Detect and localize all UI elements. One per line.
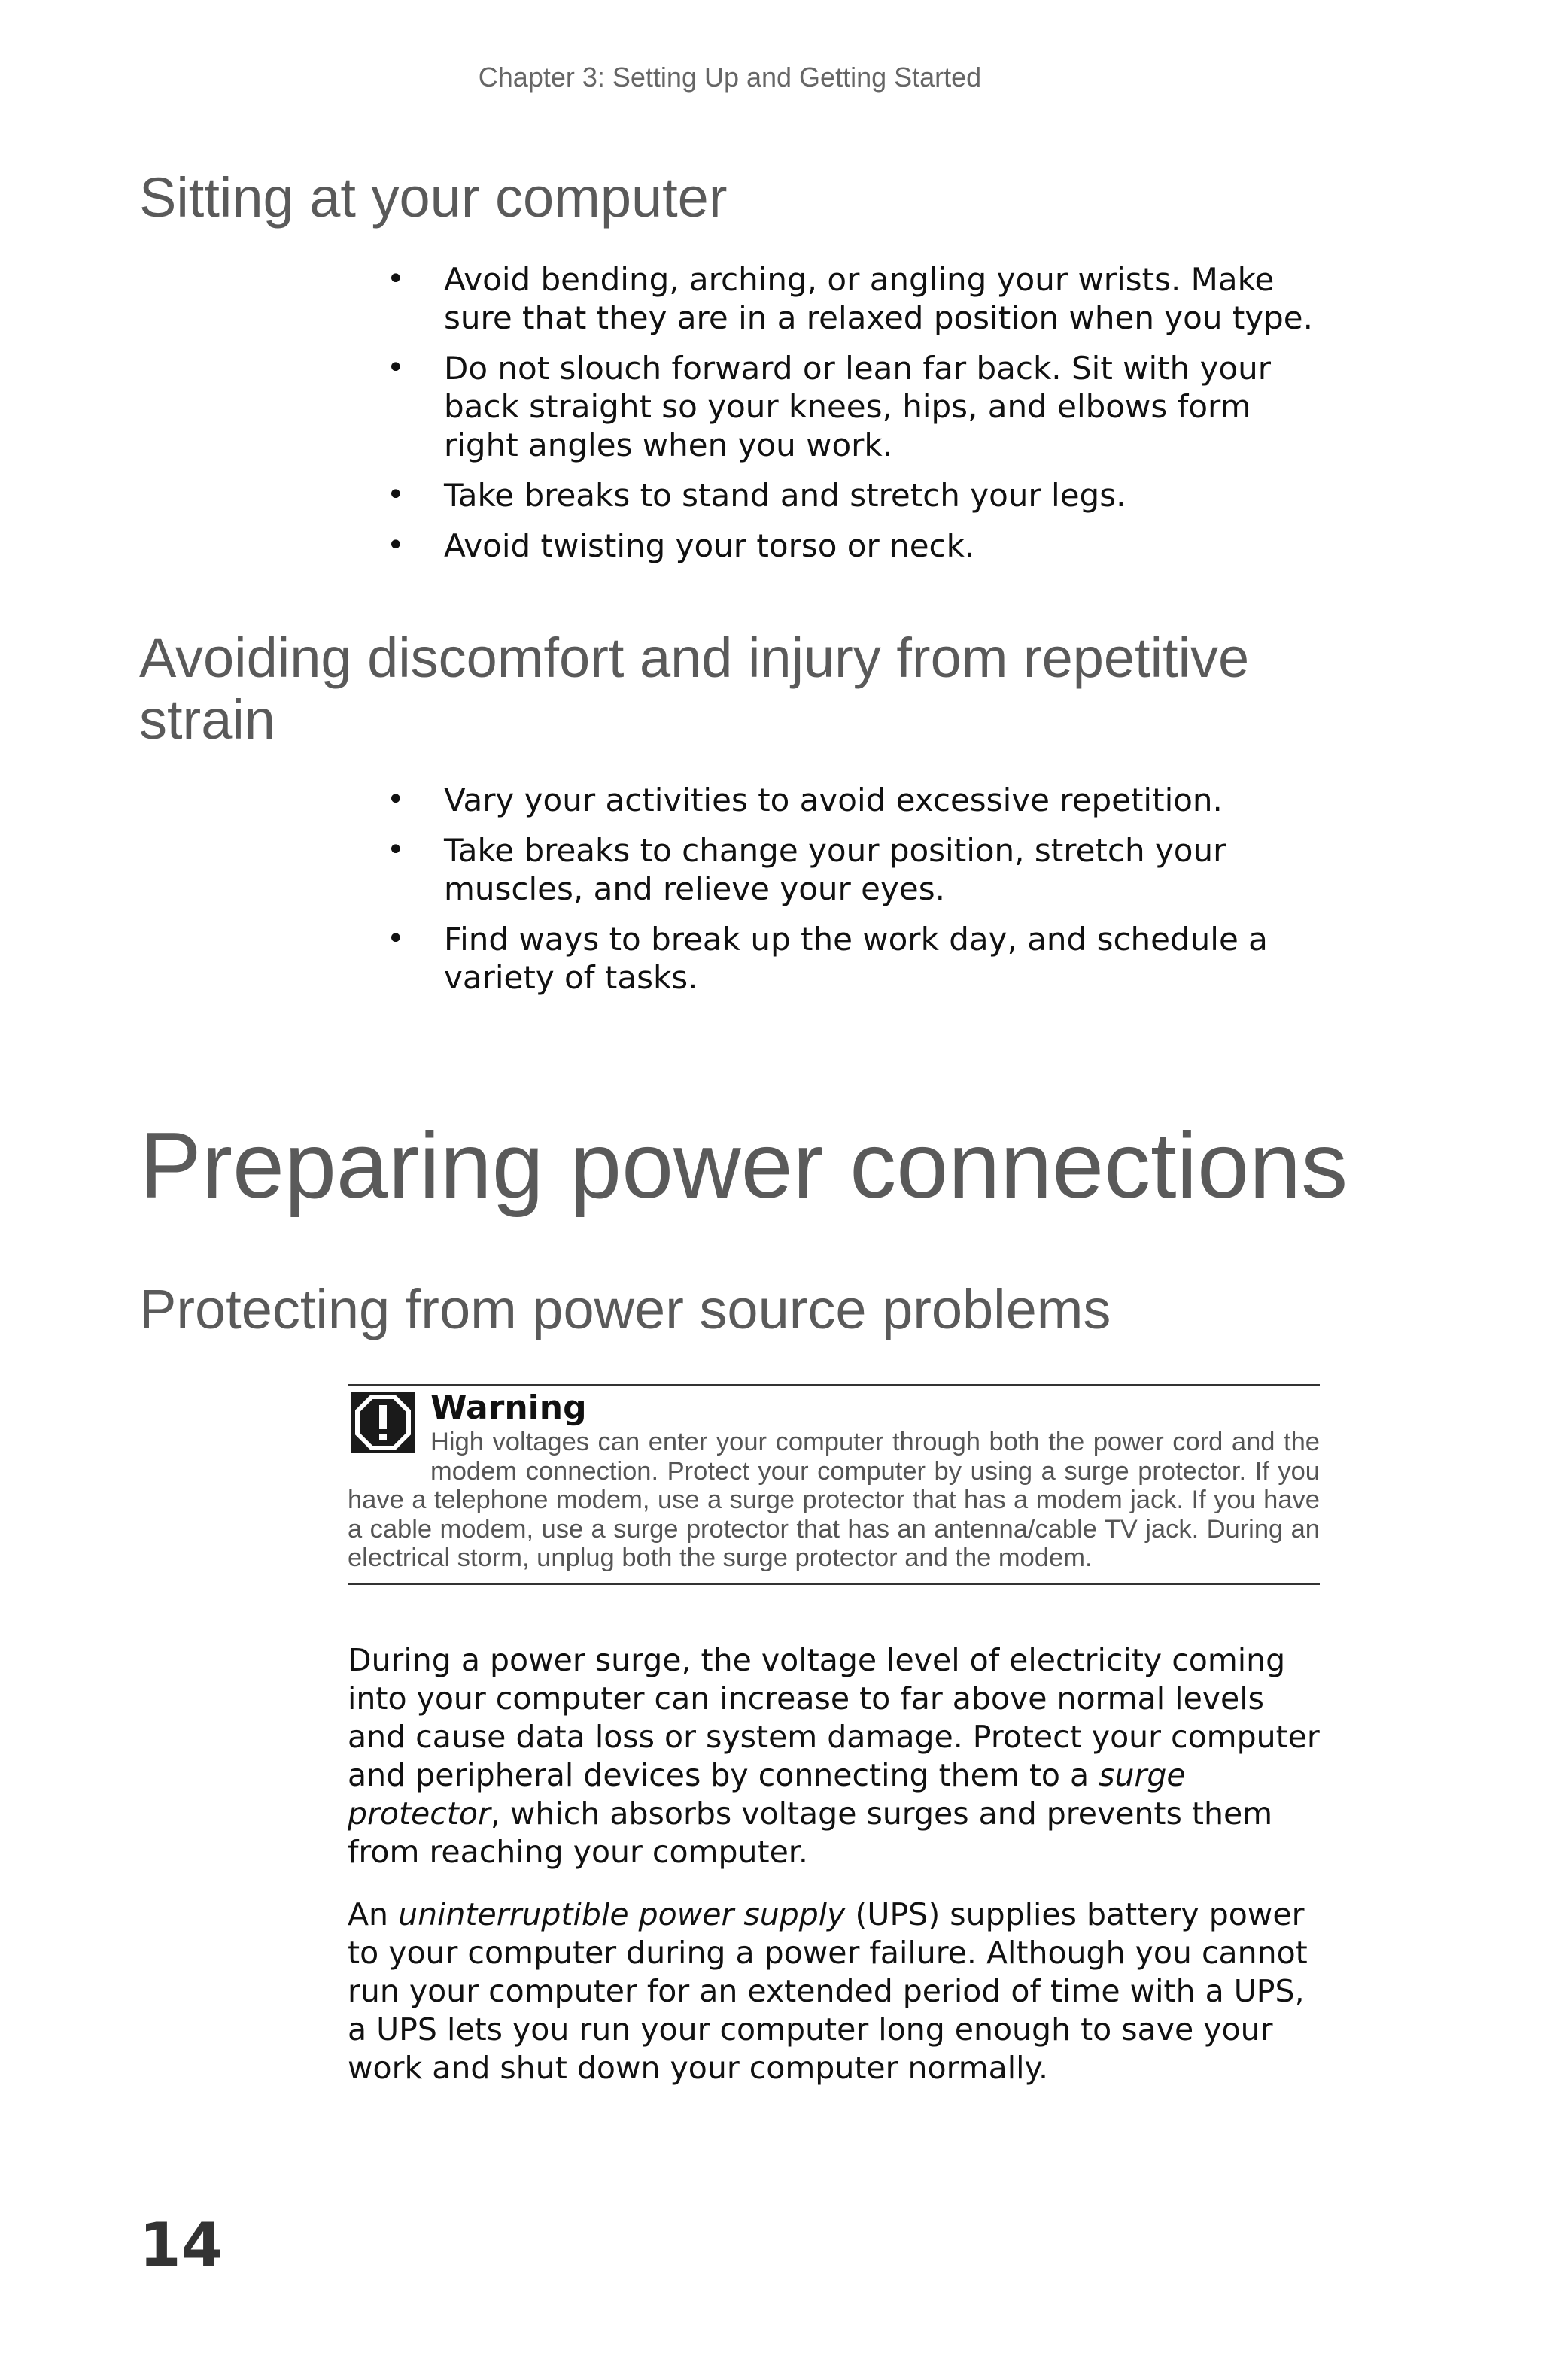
surge-protector-term: surge protector bbox=[348, 1757, 1186, 1832]
bullet-icon: • bbox=[387, 351, 405, 385]
list-item-text: Take breaks to change your position, stretch your muscles, and relieve your eyes. bbox=[444, 832, 1226, 907]
section-title-sitting: Sitting at your computer bbox=[139, 166, 728, 229]
warning-octagon-icon bbox=[355, 1395, 411, 1450]
list-item-text: Find ways to break up the work day, and schedule a variety of tasks. bbox=[444, 921, 1268, 996]
warning-title: Warning bbox=[430, 1389, 587, 1427]
bullet-icon: • bbox=[387, 782, 405, 817]
list-item-text: Vary your activities to avoid excessive repetition. bbox=[444, 782, 1223, 818]
list-item-text: Avoid twisting your torso or neck. bbox=[444, 527, 975, 564]
section-title-power: Protecting from power source problems bbox=[139, 1278, 1111, 1340]
sitting-bullet-list bbox=[387, 260, 1332, 577]
section-title-strain: Avoiding discomfort and injury from repetitive strain bbox=[139, 627, 1250, 751]
bullet-icon: • bbox=[387, 833, 405, 867]
bullet-icon: • bbox=[387, 528, 405, 563]
bullet-icon: • bbox=[387, 262, 405, 296]
bullet-icon: • bbox=[387, 478, 405, 512]
list-item-text: Do not slouch forward or lean far back. Sit with your back straight so your knees, hips, and elbows form right angles when you work. bbox=[444, 350, 1272, 463]
warning-box bbox=[348, 1384, 1320, 1585]
list-item-text: Take breaks to stand and stretch your legs. bbox=[444, 477, 1126, 514]
list-item bbox=[387, 781, 1332, 819]
chapter-heading: Preparing power connections bbox=[139, 1114, 1348, 1218]
list-item bbox=[387, 527, 1332, 565]
list-item bbox=[387, 349, 1332, 464]
warning-text: High voltages can enter your computer through both the power cord and the modem connection. Protect your computer by using a surge protector. If you have a telephone modem, use a surge protector that has a modem jack. If you have a cable modem, use a surge protector that has an antenna/cable TV jack. During an electrical storm, unplug both the surge protector and the modem. bbox=[348, 1428, 1320, 1572]
ups-term: uninterruptible power supply bbox=[398, 1896, 846, 1932]
list-item bbox=[387, 476, 1332, 515]
strain-bullet-list bbox=[387, 781, 1332, 1009]
surge-paragraph: During a power surge, the voltage level of electricity coming into your computer can increase to far above normal levels and cause data loss or system damage. Protect your computer and peripheral devices by connecting them to a surge protector, which absorbs voltage surges and prevents them from reaching your computer. bbox=[348, 1642, 1320, 1870]
list-item bbox=[387, 260, 1332, 337]
running-header: Chapter 3: Setting Up and Getting Started bbox=[478, 62, 982, 93]
page-number: 14 bbox=[139, 2210, 223, 2280]
warning-icon bbox=[351, 1392, 415, 1453]
ups-paragraph: An uninterruptible power supply (UPS) supplies battery power to your computer during a power failure. Although you cannot run your computer for an extended period of time with a UPS, a UPS lets you run your computer long enough to save your work and shut down your computer normally. bbox=[348, 1896, 1308, 2086]
list-item bbox=[387, 831, 1332, 908]
list-item bbox=[387, 920, 1332, 997]
bullet-icon: • bbox=[387, 921, 405, 956]
list-item-text: Avoid bending, arching, or angling your wrists. Make sure that they are in a relaxed position when you type. bbox=[444, 261, 1313, 336]
